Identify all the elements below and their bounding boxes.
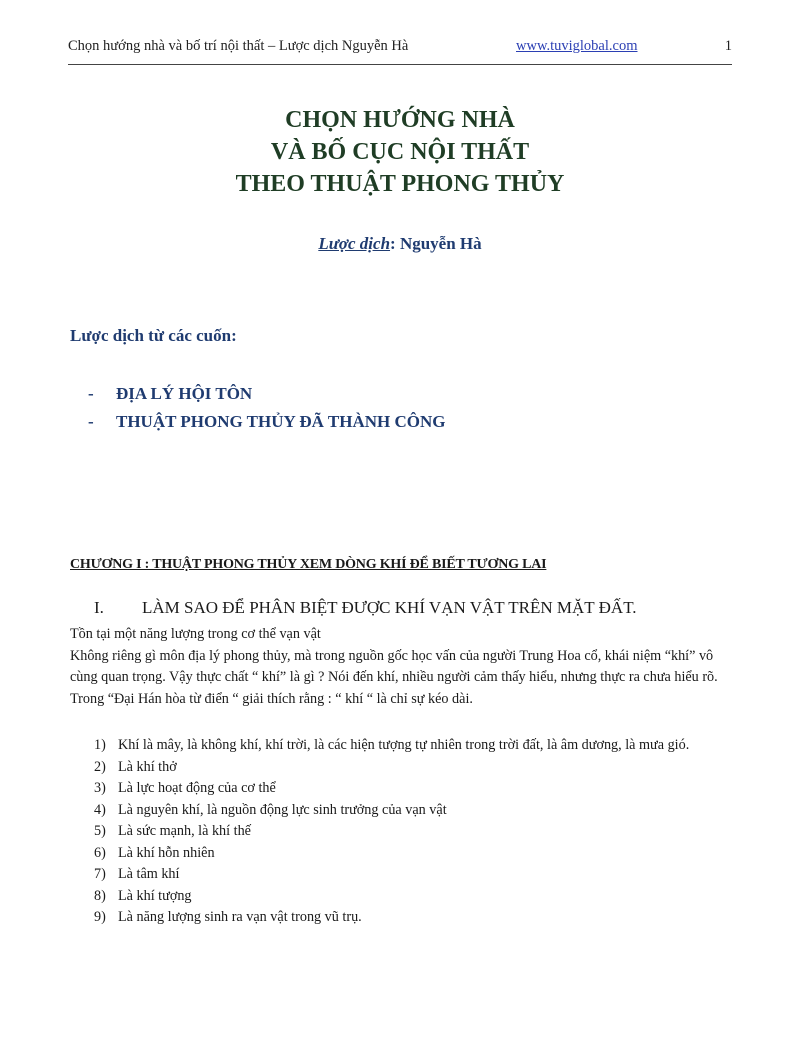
header-title: Chọn hướng nhà và bố trí nội thất – Lược dịch Nguyễn Hà [68,38,409,54]
source-title: THUẬT PHONG THỦY ĐÃ THÀNH CÔNG [116,412,446,431]
document-title [0,104,800,200]
list-item [94,843,734,865]
item-number: 3) [94,780,106,796]
item-text: Khí là mây, là không khí, khí trời, là các hiện tượng tự nhiên trong trời đất, là âm dương, là mưa gió. [118,737,690,753]
section-title: LÀM SAO ĐỂ PHÂN BIỆT ĐƯỢC KHÍ VẠN VẬT TRÊN MẶT ĐẤT. [142,598,637,617]
title-line-2: VÀ BỐ CỤC NỘI THẤT [270,139,530,165]
title-line-1: CHỌN HƯỚNG NHÀ [285,107,515,133]
list-item [94,757,734,779]
section-number: I. [94,598,104,617]
source-title: ĐỊA LÝ HỘI TÔN [116,384,253,403]
source-item [88,380,446,408]
item-text: Là khí tượng [118,887,192,904]
list-item [94,800,734,822]
item-text: Là sức mạnh, là khí thế [118,823,251,839]
sources-list [88,380,446,436]
list-dash: - [88,384,94,403]
byline [0,234,800,254]
source-item [88,408,446,436]
paragraph: Không riêng gì môn địa lý phong thủy, mà trong nguồn gốc học vấn của người Trung Hoa cổ, khái niệm “khí” vô cùng quan trọng. Vậy thực chất “ khí” là gì ? Nói đến khí, nhiều người cảm thấy hiểu, nhưng thực ra chưa hiểu rõ. [70,647,718,685]
byline-separator: : [390,234,400,253]
item-text: Là khí thở [118,758,177,775]
section-heading [94,598,637,618]
list-item [94,886,734,908]
list-item [94,735,734,757]
header-url-link[interactable]: www.tuviglobal.com [516,38,638,54]
body-text [70,624,734,710]
list-item [94,907,734,929]
header-divider [68,64,732,65]
page-header [68,38,732,60]
item-text: Là khí hỗn nhiên [118,844,215,861]
list-item [94,778,734,800]
list-item [94,821,734,843]
item-text: Là lực hoạt động của cơ thể [118,780,276,796]
item-number: 8) [94,887,106,904]
paragraph: Trong “Đại Hán hòa từ điển “ giải thích rằng : “ khí “ là chỉ sự kéo dài. [70,690,473,707]
item-text: Là năng lượng sinh ra vạn vật trong vũ trụ. [118,909,362,925]
list-item [94,864,734,886]
item-number: 7) [94,866,106,882]
page-number: 1 [724,38,732,54]
item-number: 6) [94,844,106,861]
list-dash: - [88,412,94,431]
item-text: Là tâm khí [118,866,180,882]
item-number: 2) [94,758,106,775]
item-text: Là nguyên khí, là nguồn động lực sinh trưởng của vạn vật [118,801,447,818]
sources-heading: Lược dịch từ các cuốn: [70,326,237,345]
item-number: 9) [94,909,106,925]
item-number: 1) [94,737,106,753]
chapter-heading: CHƯƠNG I : THUẬT PHONG THỦY XEM DÒNG KHÍ ĐỂ BIẾT TƯƠNG LAI [70,557,547,572]
title-line-3: THEO THUẬT PHONG THỦY [235,171,565,197]
numbered-list [94,735,734,929]
byline-name: Nguyễn Hà [399,234,482,253]
item-number: 5) [94,823,106,839]
paragraph: Tồn tại một năng lượng trong cơ thể vạn vật [70,626,321,642]
byline-label: Lược dịch [318,234,391,253]
item-number: 4) [94,801,106,818]
